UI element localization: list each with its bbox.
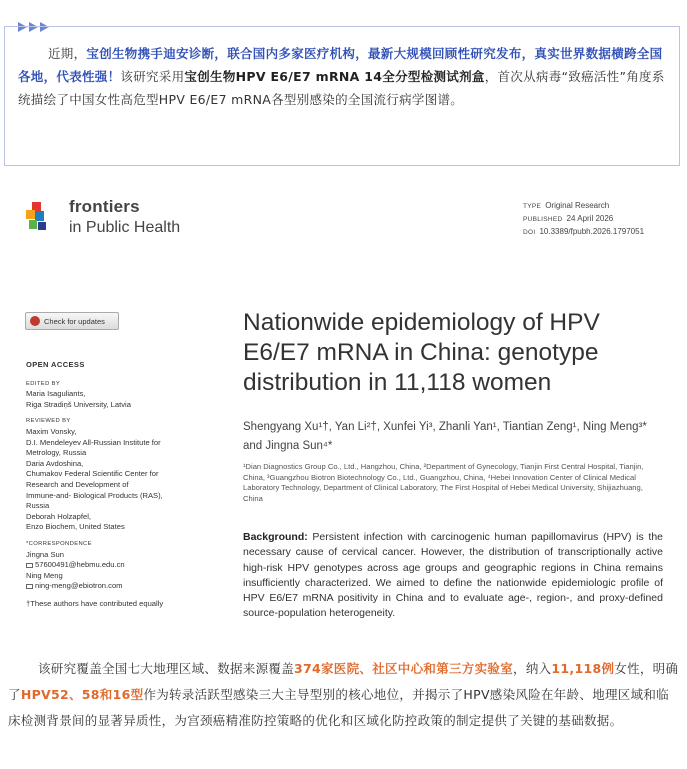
intro-text-1: 近期， xyxy=(48,46,87,61)
equal-contribution-note: †These authors have contributed equally xyxy=(26,598,164,608)
doi-label: DOI xyxy=(523,229,536,236)
editor-line: Riga Stradiņš University, Latvia xyxy=(26,399,131,409)
reviewer-line: D.I. Mendeleyev All-Russian Institute for xyxy=(26,437,161,447)
doi-value: 10.3389/fpubh.2026.1797051 xyxy=(539,227,645,236)
outro-text-1: 该研究覆盖全国七大地理区域、数据来源覆盖 xyxy=(38,661,295,676)
correspondent-name: Jingna Sun xyxy=(26,549,64,559)
check-updates-label: Check for updates xyxy=(44,316,105,326)
reviewer-line: Russia xyxy=(26,501,50,511)
journal-line-1: frontiers xyxy=(69,197,140,216)
intro-text-3: ，首次从病毒“致癌活性”角度系统描绘了中国女性高危型HPV E6/E7 mRNA各型别感染的全国流行病学图谱。 xyxy=(18,69,665,107)
journal-line-2: in Public Health xyxy=(69,219,181,236)
background-text: Persistent infection with carcinogenic human papillomavirus (HPV) is the necessary cause of cervical cancer. However, the distribution of transcriptionally active high-risk HPV genotypes across age groups and geographic regions in China remains insufficiently characterized. We aimed to define the nationwide epidemiologic profile of HPV E6/E7 mRNA positivity in China and to evaluate age-, region-, and proxy-defined source-population heterogeneity. xyxy=(243,531,664,620)
intro-highlight-blue: 宝创生物携手迪安诊断，联合国内多家医疗机构，最新大规模回顾性研究发布，真实世界数据横跨全国各地，代表性强！ xyxy=(18,46,663,84)
edited-by-label: EDITED BY xyxy=(26,380,61,387)
published-value: 24 April 2026 xyxy=(566,214,614,223)
article-authors: Shengyang Xu¹†, Yan Li²†, Xunfei Yi³, Zhanli Yan¹, Tiantian Zeng¹, Ning Meng³* and Jingna Sun⁴* xyxy=(243,421,647,452)
frontiers-logo-icon xyxy=(26,202,52,232)
editor-line: Maria Isaguliants, xyxy=(26,389,86,399)
article-meta xyxy=(523,200,644,239)
reviewed-by-label: REVIEWED BY xyxy=(26,418,71,425)
correspondent-email-row xyxy=(26,560,216,571)
journal-name xyxy=(69,197,180,237)
outro-highlight-sites: 374家医院、社区中心和第三方实验室 xyxy=(294,661,514,676)
type-value: Original Research xyxy=(545,201,610,210)
envelope-icon xyxy=(26,584,33,589)
article-title: Nationwide epidemiology of HPV E6/E7 mRNA in China: genotype distribution in 11,118 women xyxy=(243,309,600,396)
abstract-background xyxy=(243,530,663,622)
correspondent-email[interactable]: 57600491@hebmu.edu.cn xyxy=(35,560,125,570)
outro-text-3: 女性，明确了 xyxy=(8,661,679,702)
correspondent-email-row xyxy=(26,581,216,592)
published-label: PUBLISHED xyxy=(523,216,563,223)
reviewer-line: Research and Development of xyxy=(26,479,129,489)
intro-highlight-product: 宝创生物HPV E6/E7 mRNA 14全分型检测试剂盒 xyxy=(184,69,485,84)
open-access-label: OPEN ACCESS xyxy=(26,360,85,369)
reviewer-line: Deborah Holzapfel, xyxy=(26,511,92,521)
intro-text-2: 该研究采用 xyxy=(120,69,185,84)
reviewer-line: Immune-and- Biological Products (RAS), xyxy=(26,490,163,500)
outro-highlight-count: 11,118例 xyxy=(551,661,615,676)
outro-text-2: ，纳入 xyxy=(513,661,552,676)
reviewer-line: Daria Avdoshina, xyxy=(26,458,84,468)
outro-paragraph xyxy=(8,656,680,734)
background-label: Background: xyxy=(243,531,308,543)
type-label: TYPE xyxy=(523,203,542,210)
outro-text-4: 作为转录活跃型感染三大主导型别的核心地位，并揭示了HPV感染风险在年龄、地理区域和临床检测背景间的显著异质性，为宫颈癌精准防控策略的优化和区域化防控政策的制定提供了关键的基础数据。 xyxy=(8,687,669,728)
envelope-icon xyxy=(26,563,33,568)
check-updates-icon xyxy=(30,316,40,326)
reviewer-line: Maxim Vonsky, xyxy=(26,426,77,436)
reviewer-line: Chumakov Federal Scientific Center for xyxy=(26,469,159,479)
check-updates-button[interactable] xyxy=(25,312,119,330)
correspondence-label: *CORRESPONDENCE xyxy=(26,540,92,547)
outro-highlight-genotypes: HPV52、58和16型 xyxy=(20,687,144,702)
article-sidebar xyxy=(26,360,216,609)
paper-screenshot xyxy=(0,180,687,640)
correspondent-email[interactable]: ning-meng@ebiotron.com xyxy=(35,581,123,591)
intro-paragraph xyxy=(18,42,670,111)
article-affiliations: ¹Dian Diagnostics Group Co., Ltd., Hangzhou, China, ²Department of Gynecology, Tianjin First Central Hospital, Tianjin, China, ³Guangzhou Biotron Biotechnology Co., Ltd., Guangzhou, China, ⁴Hebei Innovation Center of Clinical Medical Laboratory Technology, Department of Clinical Laboratory, The First Hospital of Hebei Medical University, Shijiazhuang, China xyxy=(243,462,644,503)
reviewer-line: Metrology, Russia xyxy=(26,448,87,458)
correspondent-name: Ning Meng xyxy=(26,570,63,580)
reviewer-line: Enzo Biochem, United States xyxy=(26,522,125,532)
